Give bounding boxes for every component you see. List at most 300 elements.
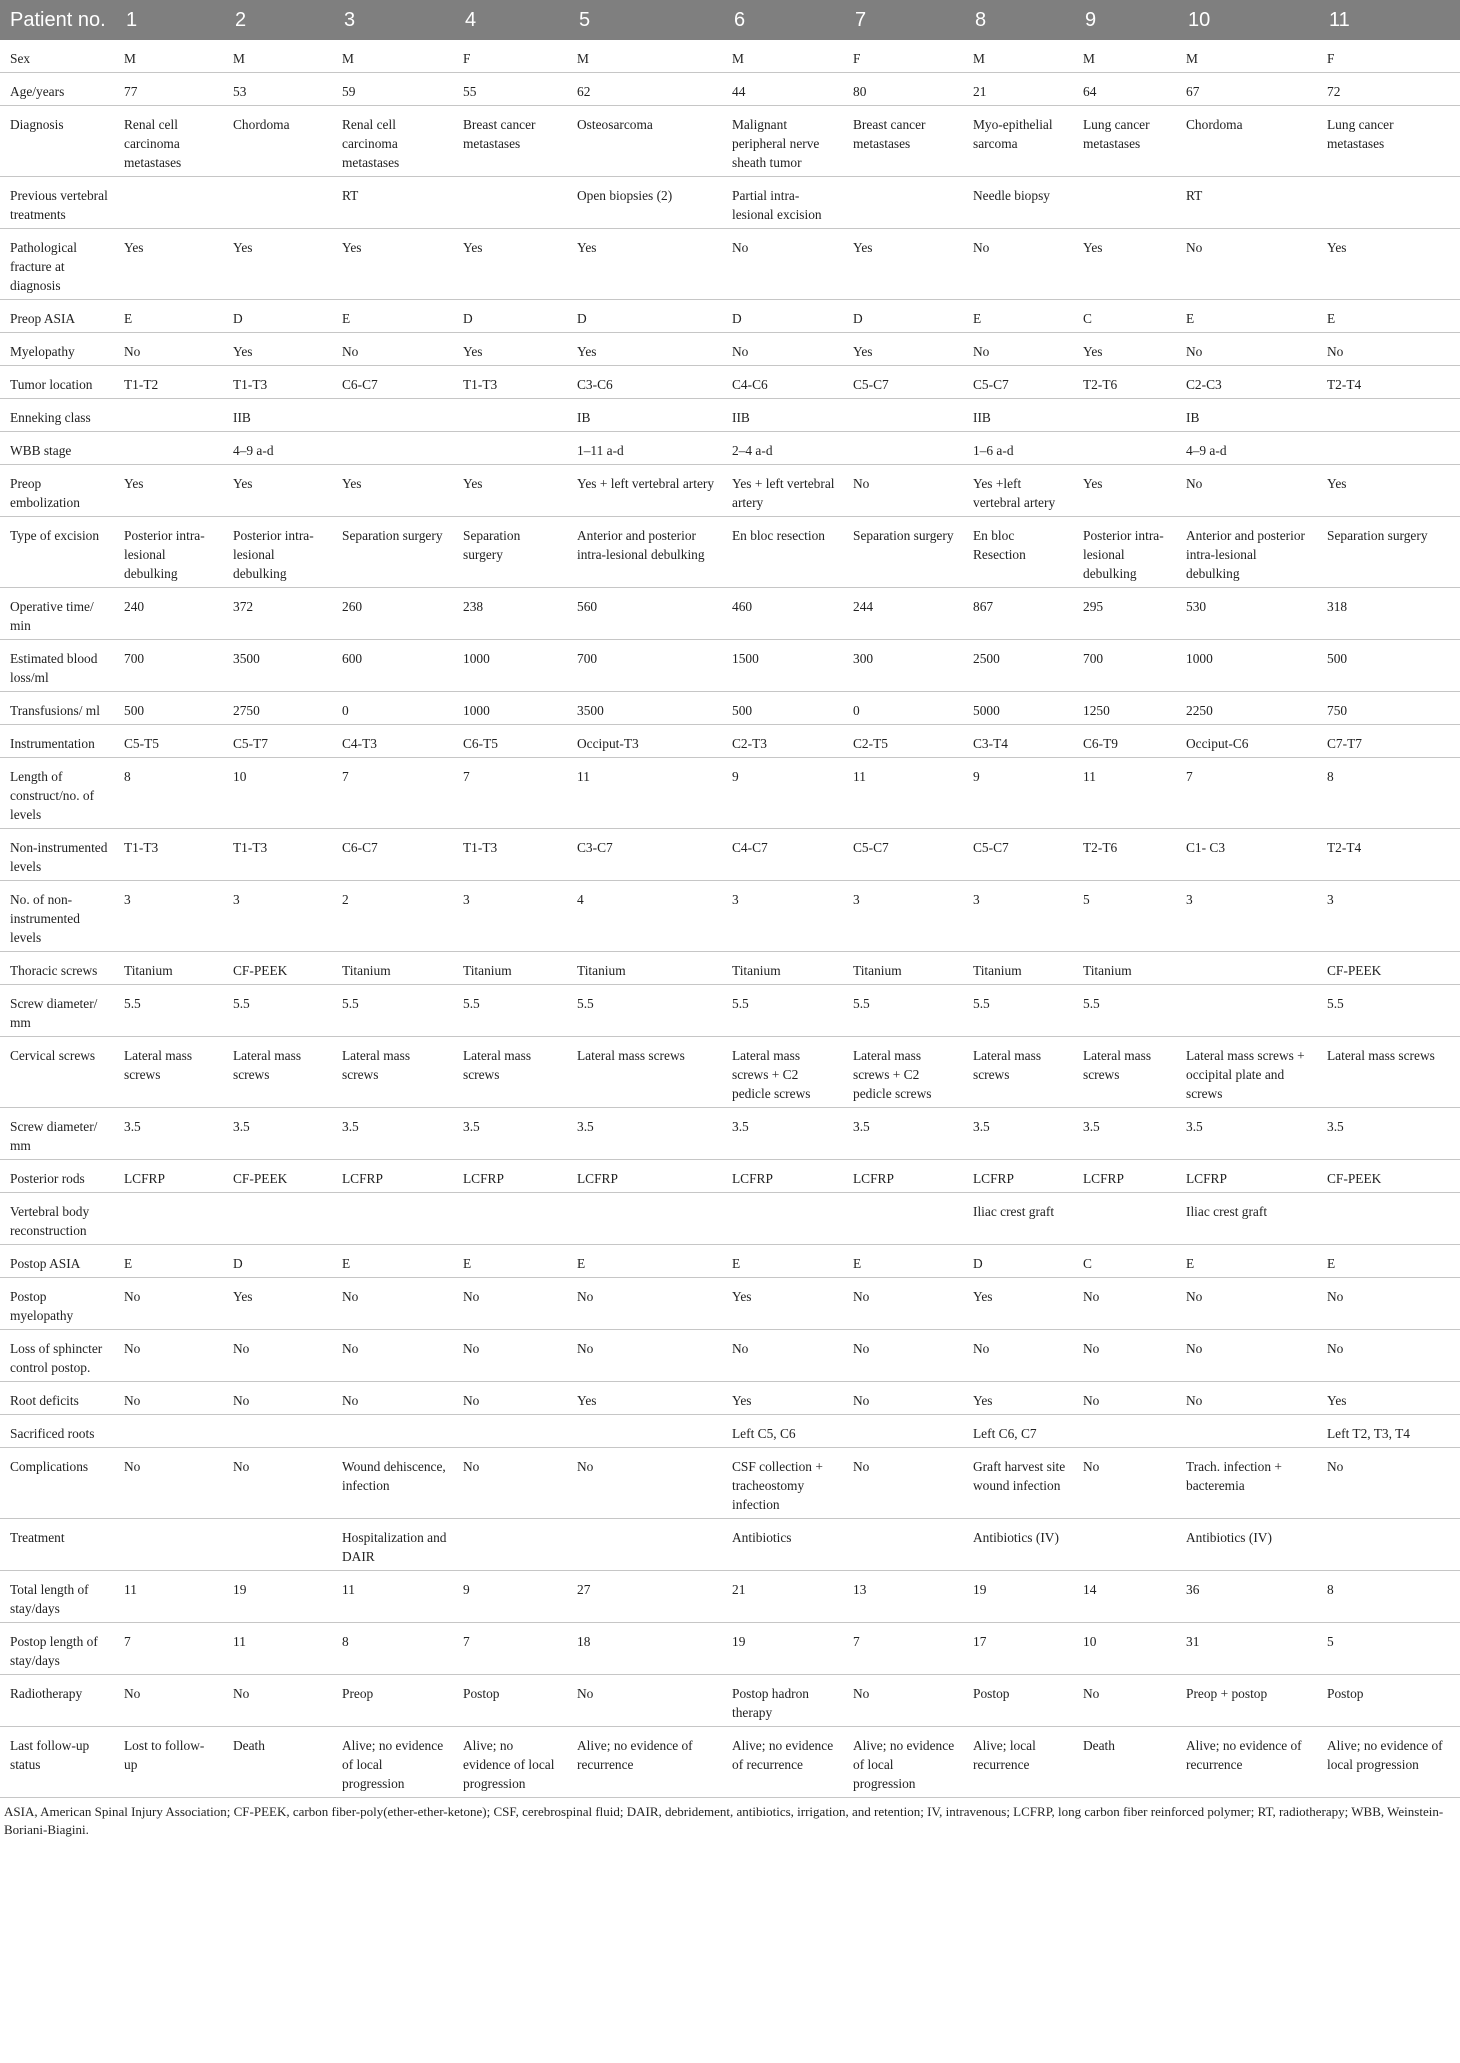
table-cell: C5-C7 bbox=[965, 366, 1075, 399]
table-cell: 750 bbox=[1319, 692, 1460, 725]
table-cell: 2–4 a-d bbox=[724, 432, 845, 465]
table-cell: D bbox=[455, 300, 569, 333]
table-cell: 55 bbox=[455, 73, 569, 106]
table-cell: 17 bbox=[965, 1623, 1075, 1675]
table-cell: Chordoma bbox=[225, 106, 334, 177]
table-cell: 11 bbox=[116, 1571, 225, 1623]
table-cell: No bbox=[1178, 1330, 1319, 1382]
table-cell: 3.5 bbox=[1178, 1108, 1319, 1160]
table-row bbox=[0, 399, 1460, 432]
table-cell: Needle biopsy bbox=[965, 177, 1075, 229]
row-label: Postop length of stay/days bbox=[0, 1623, 116, 1675]
table-cell: 5.5 bbox=[965, 985, 1075, 1037]
table-cell: 2750 bbox=[225, 692, 334, 725]
table-cell: CF-PEEK bbox=[225, 1160, 334, 1193]
table-cell: 19 bbox=[965, 1571, 1075, 1623]
table-cell bbox=[1178, 1415, 1319, 1448]
table-cell: T1-T2 bbox=[116, 366, 225, 399]
table-cell: Titanium bbox=[569, 952, 724, 985]
table-cell: 500 bbox=[116, 692, 225, 725]
table-cell: No bbox=[724, 333, 845, 366]
table-cell: F bbox=[1319, 40, 1460, 73]
table-cell: No bbox=[1319, 1448, 1460, 1519]
row-label: Radiotherapy bbox=[0, 1675, 116, 1727]
table-cell: No bbox=[1178, 229, 1319, 300]
table-row bbox=[0, 432, 1460, 465]
table-cell: Yes bbox=[724, 1278, 845, 1330]
table-cell: CSF collection + tracheostomy infection bbox=[724, 1448, 845, 1519]
table-cell: E bbox=[455, 1245, 569, 1278]
row-label: Cervical screws bbox=[0, 1037, 116, 1108]
table-cell: RT bbox=[1178, 177, 1319, 229]
table-cell: Yes bbox=[116, 229, 225, 300]
table-cell: 244 bbox=[845, 588, 965, 640]
table-cell: Yes bbox=[455, 229, 569, 300]
table-cell: 11 bbox=[334, 1571, 455, 1623]
table-cell: 7 bbox=[845, 1623, 965, 1675]
table-cell: 8 bbox=[1319, 758, 1460, 829]
table-row bbox=[0, 366, 1460, 399]
table-cell: 3.5 bbox=[965, 1108, 1075, 1160]
table-cell: M bbox=[1178, 40, 1319, 73]
table-cell bbox=[1075, 177, 1178, 229]
table-cell: Yes bbox=[1319, 1382, 1460, 1415]
table-cell: C5-C7 bbox=[965, 829, 1075, 881]
table-cell: C1- C3 bbox=[1178, 829, 1319, 881]
table-cell: 7 bbox=[455, 1623, 569, 1675]
row-label: Treatment bbox=[0, 1519, 116, 1571]
row-label: Postop myelopathy bbox=[0, 1278, 116, 1330]
table-cell bbox=[1178, 985, 1319, 1037]
header-patient-3: 3 bbox=[334, 0, 455, 40]
table-cell: Chordoma bbox=[1178, 106, 1319, 177]
table-cell: C3-C7 bbox=[569, 829, 724, 881]
table-cell: 3500 bbox=[225, 640, 334, 692]
table-cell bbox=[334, 1415, 455, 1448]
table-cell: M bbox=[724, 40, 845, 73]
table-cell: 2250 bbox=[1178, 692, 1319, 725]
table-cell: Alive; no evidence of local progression bbox=[455, 1727, 569, 1798]
header-patient-7: 7 bbox=[845, 0, 965, 40]
table-cell: LCFRP bbox=[1178, 1160, 1319, 1193]
table-cell: Yes bbox=[455, 465, 569, 517]
row-label: Pathological fracture at diagnosis bbox=[0, 229, 116, 300]
table-cell: No bbox=[845, 1448, 965, 1519]
table-cell: Yes bbox=[1075, 333, 1178, 366]
table-cell: D bbox=[845, 300, 965, 333]
table-row bbox=[0, 758, 1460, 829]
table-cell: No bbox=[1075, 1382, 1178, 1415]
row-label: Screw diameter/ mm bbox=[0, 1108, 116, 1160]
table-cell: Antibiotics (IV) bbox=[965, 1519, 1075, 1571]
table-cell: 9 bbox=[965, 758, 1075, 829]
table-cell: No bbox=[569, 1278, 724, 1330]
table-cell bbox=[116, 177, 225, 229]
table-cell: Renal cell carcinoma metastases bbox=[334, 106, 455, 177]
table-cell: E bbox=[1178, 300, 1319, 333]
row-label: Previous vertebral treatments bbox=[0, 177, 116, 229]
table-cell: No bbox=[116, 1278, 225, 1330]
table-row bbox=[0, 985, 1460, 1037]
table-cell: No bbox=[225, 1448, 334, 1519]
table-cell: Titanium bbox=[116, 952, 225, 985]
table-row bbox=[0, 1330, 1460, 1382]
table-cell: 8 bbox=[1319, 1571, 1460, 1623]
header-patient-6: 6 bbox=[724, 0, 845, 40]
table-row bbox=[0, 229, 1460, 300]
table-cell: E bbox=[569, 1245, 724, 1278]
header-patient-4: 4 bbox=[455, 0, 569, 40]
table-cell: No bbox=[455, 1382, 569, 1415]
table-cell: 260 bbox=[334, 588, 455, 640]
table-cell: 3.5 bbox=[225, 1108, 334, 1160]
table-cell: M bbox=[116, 40, 225, 73]
table-cell: Yes bbox=[455, 333, 569, 366]
table-cell: Myo-epithelial sarcoma bbox=[965, 106, 1075, 177]
table-cell: Left C5, C6 bbox=[724, 1415, 845, 1448]
table-cell: No bbox=[845, 1675, 965, 1727]
table-row bbox=[0, 725, 1460, 758]
table-cell: 10 bbox=[225, 758, 334, 829]
table-cell bbox=[1075, 432, 1178, 465]
table-cell: C5-C7 bbox=[845, 829, 965, 881]
row-label: Tumor location bbox=[0, 366, 116, 399]
table-cell: 9 bbox=[455, 1571, 569, 1623]
table-cell: Malignant peripheral nerve sheath tumor bbox=[724, 106, 845, 177]
table-cell: T1-T3 bbox=[225, 829, 334, 881]
table-cell: No bbox=[569, 1675, 724, 1727]
row-label: Postop ASIA bbox=[0, 1245, 116, 1278]
table-cell: No bbox=[1075, 1278, 1178, 1330]
table-cell: Yes bbox=[1319, 465, 1460, 517]
table-row bbox=[0, 465, 1460, 517]
table-row bbox=[0, 1623, 1460, 1675]
table-cell: Hospitalization and DAIR bbox=[334, 1519, 455, 1571]
table-cell: 300 bbox=[845, 640, 965, 692]
table-cell: Yes bbox=[569, 1382, 724, 1415]
table-cell bbox=[455, 1415, 569, 1448]
table-cell: 3.5 bbox=[569, 1108, 724, 1160]
table-cell: F bbox=[845, 40, 965, 73]
table-cell: Left T2, T3, T4 bbox=[1319, 1415, 1460, 1448]
table-cell: Yes bbox=[1319, 229, 1460, 300]
row-label: Vertebral body reconstruction bbox=[0, 1193, 116, 1245]
table-cell: 5.5 bbox=[1319, 985, 1460, 1037]
table-cell: E bbox=[1178, 1245, 1319, 1278]
table-cell: No bbox=[225, 1330, 334, 1382]
table-cell: Lateral mass screws bbox=[455, 1037, 569, 1108]
table-row bbox=[0, 588, 1460, 640]
table-cell: 14 bbox=[1075, 1571, 1178, 1623]
table-cell: E bbox=[116, 300, 225, 333]
table-cell: Lung cancer metastases bbox=[1319, 106, 1460, 177]
table-cell: Postop bbox=[1319, 1675, 1460, 1727]
row-label: Posterior rods bbox=[0, 1160, 116, 1193]
table-cell: Postop bbox=[965, 1675, 1075, 1727]
table-cell: D bbox=[225, 1245, 334, 1278]
table-cell: RT bbox=[334, 177, 455, 229]
table-cell: Iliac crest graft bbox=[1178, 1193, 1319, 1245]
table-cell: T1-T3 bbox=[455, 829, 569, 881]
table-cell: Yes +left vertebral artery bbox=[965, 465, 1075, 517]
table-cell: 13 bbox=[845, 1571, 965, 1623]
table-cell: D bbox=[225, 300, 334, 333]
row-label: Age/years bbox=[0, 73, 116, 106]
table-cell: Breast cancer metastases bbox=[455, 106, 569, 177]
table-cell: Yes bbox=[334, 465, 455, 517]
table-cell: 72 bbox=[1319, 73, 1460, 106]
table-cell: 3.5 bbox=[334, 1108, 455, 1160]
table-row bbox=[0, 517, 1460, 588]
table-cell: 10 bbox=[1075, 1623, 1178, 1675]
table-cell: No bbox=[225, 1382, 334, 1415]
table-cell bbox=[724, 1193, 845, 1245]
table-cell: Graft harvest site wound infection bbox=[965, 1448, 1075, 1519]
table-row bbox=[0, 640, 1460, 692]
table-row bbox=[0, 1571, 1460, 1623]
table-row bbox=[0, 1278, 1460, 1330]
table-cell: 5 bbox=[1075, 881, 1178, 952]
table-cell: C4-C7 bbox=[724, 829, 845, 881]
table-cell bbox=[1075, 399, 1178, 432]
table-cell: 1000 bbox=[455, 692, 569, 725]
table-cell: No bbox=[1178, 465, 1319, 517]
row-label: Instrumentation bbox=[0, 725, 116, 758]
table-cell: E bbox=[724, 1245, 845, 1278]
table-cell: No bbox=[845, 1330, 965, 1382]
table-cell: Yes bbox=[569, 229, 724, 300]
table-cell: Yes bbox=[225, 1278, 334, 1330]
table-cell: Wound dehiscence, infection bbox=[334, 1448, 455, 1519]
table-cell: 11 bbox=[569, 758, 724, 829]
table-cell: No bbox=[845, 465, 965, 517]
table-cell bbox=[569, 1415, 724, 1448]
table-cell: C2-T3 bbox=[724, 725, 845, 758]
table-cell: Alive; no evidence of local progression bbox=[845, 1727, 965, 1798]
table-cell bbox=[116, 1519, 225, 1571]
table-cell: E bbox=[965, 300, 1075, 333]
table-cell: 4–9 a-d bbox=[225, 432, 334, 465]
table-cell: 5.5 bbox=[569, 985, 724, 1037]
table-cell: Occiput-C6 bbox=[1178, 725, 1319, 758]
table-cell bbox=[455, 399, 569, 432]
table-cell: 500 bbox=[1319, 640, 1460, 692]
table-cell: 8 bbox=[334, 1623, 455, 1675]
table-row bbox=[0, 952, 1460, 985]
table-cell: Alive; no evidence of recurrence bbox=[724, 1727, 845, 1798]
table-cell: 3.5 bbox=[116, 1108, 225, 1160]
table-cell: 1250 bbox=[1075, 692, 1178, 725]
table-cell: Yes bbox=[1075, 229, 1178, 300]
table-cell: IIB bbox=[965, 399, 1075, 432]
table-cell: No bbox=[455, 1448, 569, 1519]
table-cell: C2-T5 bbox=[845, 725, 965, 758]
table-cell: Lateral mass screws bbox=[116, 1037, 225, 1108]
table-row bbox=[0, 73, 1460, 106]
table-cell: Alive; local recurrence bbox=[965, 1727, 1075, 1798]
table-cell bbox=[1319, 432, 1460, 465]
table-cell: Lateral mass screws + C2 pedicle screws bbox=[845, 1037, 965, 1108]
table-row bbox=[0, 1193, 1460, 1245]
table-footnote: ASIA, American Spinal Injury Association; CF-PEEK, carbon fiber-poly(ether-ether-ketone); CSF, cerebrospinal fluid; DAIR, debridement, antibiotics, irrigation, and retention; IV, intravenous; LCFRP, long carbon fiber reinforced polymer; RT, radiotherapy; WBB, Weinstein-Boriani-Biagini. bbox=[4, 1804, 1444, 1837]
table-cell: 36 bbox=[1178, 1571, 1319, 1623]
row-label: WBB stage bbox=[0, 432, 116, 465]
table-cell bbox=[845, 1193, 965, 1245]
table-cell: 8 bbox=[116, 758, 225, 829]
table-cell bbox=[1319, 399, 1460, 432]
table-cell bbox=[1178, 952, 1319, 985]
table-cell: No bbox=[1075, 1675, 1178, 1727]
table-cell bbox=[334, 432, 455, 465]
table-cell: No bbox=[334, 333, 455, 366]
table-cell: D bbox=[724, 300, 845, 333]
table-cell bbox=[225, 1415, 334, 1448]
table-cell: 240 bbox=[116, 588, 225, 640]
row-label: Complications bbox=[0, 1448, 116, 1519]
table-cell: C4-C6 bbox=[724, 366, 845, 399]
table-cell: 67 bbox=[1178, 73, 1319, 106]
row-label: No. of non-instrumented levels bbox=[0, 881, 116, 952]
table-row bbox=[0, 1160, 1460, 1193]
table-cell: 2500 bbox=[965, 640, 1075, 692]
table-cell: C3-T4 bbox=[965, 725, 1075, 758]
table-cell: C bbox=[1075, 300, 1178, 333]
table-cell: Partial intra-lesional excision bbox=[724, 177, 845, 229]
table-cell: CF-PEEK bbox=[1319, 1160, 1460, 1193]
table-cell: 18 bbox=[569, 1623, 724, 1675]
table-cell: No bbox=[455, 1278, 569, 1330]
header-patient-9: 9 bbox=[1075, 0, 1178, 40]
row-label: Operative time/ min bbox=[0, 588, 116, 640]
row-label: Transfusions/ ml bbox=[0, 692, 116, 725]
table-cell: IB bbox=[1178, 399, 1319, 432]
table-cell: T1-T3 bbox=[116, 829, 225, 881]
table-cell bbox=[845, 1519, 965, 1571]
table-cell: No bbox=[116, 1330, 225, 1382]
table-cell: Titanium bbox=[845, 952, 965, 985]
table-cell: No bbox=[1178, 1278, 1319, 1330]
table-cell: 3500 bbox=[569, 692, 724, 725]
table-cell: 19 bbox=[724, 1623, 845, 1675]
table-cell: Yes + left vertebral artery bbox=[569, 465, 724, 517]
table-cell: 3 bbox=[455, 881, 569, 952]
table-cell: C5-T5 bbox=[116, 725, 225, 758]
table-row bbox=[0, 829, 1460, 881]
table-cell: 1000 bbox=[455, 640, 569, 692]
table-cell: Yes bbox=[116, 465, 225, 517]
table-cell: 5.5 bbox=[116, 985, 225, 1037]
table-cell: 3 bbox=[724, 881, 845, 952]
header-patient-11: 11 bbox=[1319, 0, 1460, 40]
table-cell: Lung cancer metastases bbox=[1075, 106, 1178, 177]
table-cell: No bbox=[724, 1330, 845, 1382]
table-cell: 3.5 bbox=[724, 1108, 845, 1160]
table-cell: 5.5 bbox=[334, 985, 455, 1037]
table-cell: No bbox=[569, 1448, 724, 1519]
table-cell: No bbox=[116, 1448, 225, 1519]
table-cell: M bbox=[225, 40, 334, 73]
table-cell: E bbox=[1319, 300, 1460, 333]
table-cell: Separation surgery bbox=[1319, 517, 1460, 588]
table-cell: 11 bbox=[845, 758, 965, 829]
row-label: Screw diameter/ mm bbox=[0, 985, 116, 1037]
table-cell: LCFRP bbox=[116, 1160, 225, 1193]
table-row bbox=[0, 300, 1460, 333]
table-cell: D bbox=[569, 300, 724, 333]
table-cell: Yes bbox=[225, 333, 334, 366]
table-cell: Yes bbox=[569, 333, 724, 366]
table-cell bbox=[1319, 1193, 1460, 1245]
table-cell: Alive; no evidence of local progression bbox=[1319, 1727, 1460, 1798]
table-cell bbox=[225, 1519, 334, 1571]
table-cell bbox=[1075, 1519, 1178, 1571]
table-cell bbox=[1075, 1193, 1178, 1245]
table-cell: 560 bbox=[569, 588, 724, 640]
table-cell: 5.5 bbox=[724, 985, 845, 1037]
table-cell: IIB bbox=[225, 399, 334, 432]
table-cell: 27 bbox=[569, 1571, 724, 1623]
table-cell: No bbox=[334, 1278, 455, 1330]
table-cell: No bbox=[1319, 333, 1460, 366]
table-cell: Yes bbox=[845, 229, 965, 300]
table-cell: Separation surgery bbox=[455, 517, 569, 588]
table-cell: Renal cell carcinoma metastases bbox=[116, 106, 225, 177]
table-cell bbox=[116, 1415, 225, 1448]
row-label: Sex bbox=[0, 40, 116, 73]
table-cell: C3-C6 bbox=[569, 366, 724, 399]
table-cell: IB bbox=[569, 399, 724, 432]
table-cell: No bbox=[225, 1675, 334, 1727]
table-cell: 80 bbox=[845, 73, 965, 106]
table-cell: Open biopsies (2) bbox=[569, 177, 724, 229]
table-cell: No bbox=[569, 1330, 724, 1382]
table-cell: No bbox=[965, 229, 1075, 300]
table-cell bbox=[455, 1519, 569, 1571]
table-cell: 11 bbox=[1075, 758, 1178, 829]
table-cell: 295 bbox=[1075, 588, 1178, 640]
table-cell: No bbox=[845, 1278, 965, 1330]
table-cell: No bbox=[965, 333, 1075, 366]
table-cell: 5.5 bbox=[225, 985, 334, 1037]
table-row bbox=[0, 1037, 1460, 1108]
table-cell: M bbox=[965, 40, 1075, 73]
table-cell: 31 bbox=[1178, 1623, 1319, 1675]
table-cell: F bbox=[455, 40, 569, 73]
row-label: Diagnosis bbox=[0, 106, 116, 177]
table-cell: Lateral mass screws bbox=[569, 1037, 724, 1108]
table-cell: Iliac crest graft bbox=[965, 1193, 1075, 1245]
table-cell: Separation surgery bbox=[334, 517, 455, 588]
table-cell: E bbox=[116, 1245, 225, 1278]
table-cell: Yes bbox=[334, 229, 455, 300]
table-cell: En bloc Resection bbox=[965, 517, 1075, 588]
table-cell: No bbox=[1319, 1278, 1460, 1330]
table-cell: Posterior intra-lesional debulking bbox=[116, 517, 225, 588]
table-cell bbox=[569, 1519, 724, 1571]
row-label: Preop embolization bbox=[0, 465, 116, 517]
row-label: Myelopathy bbox=[0, 333, 116, 366]
table-cell: 5 bbox=[1319, 1623, 1460, 1675]
table-cell: LCFRP bbox=[334, 1160, 455, 1193]
table-cell: 53 bbox=[225, 73, 334, 106]
table-row bbox=[0, 106, 1460, 177]
table-row bbox=[0, 333, 1460, 366]
table-cell: C5-C7 bbox=[845, 366, 965, 399]
table-row bbox=[0, 1675, 1460, 1727]
table-cell: 11 bbox=[225, 1623, 334, 1675]
table-cell: 1500 bbox=[724, 640, 845, 692]
table-cell: M bbox=[334, 40, 455, 73]
